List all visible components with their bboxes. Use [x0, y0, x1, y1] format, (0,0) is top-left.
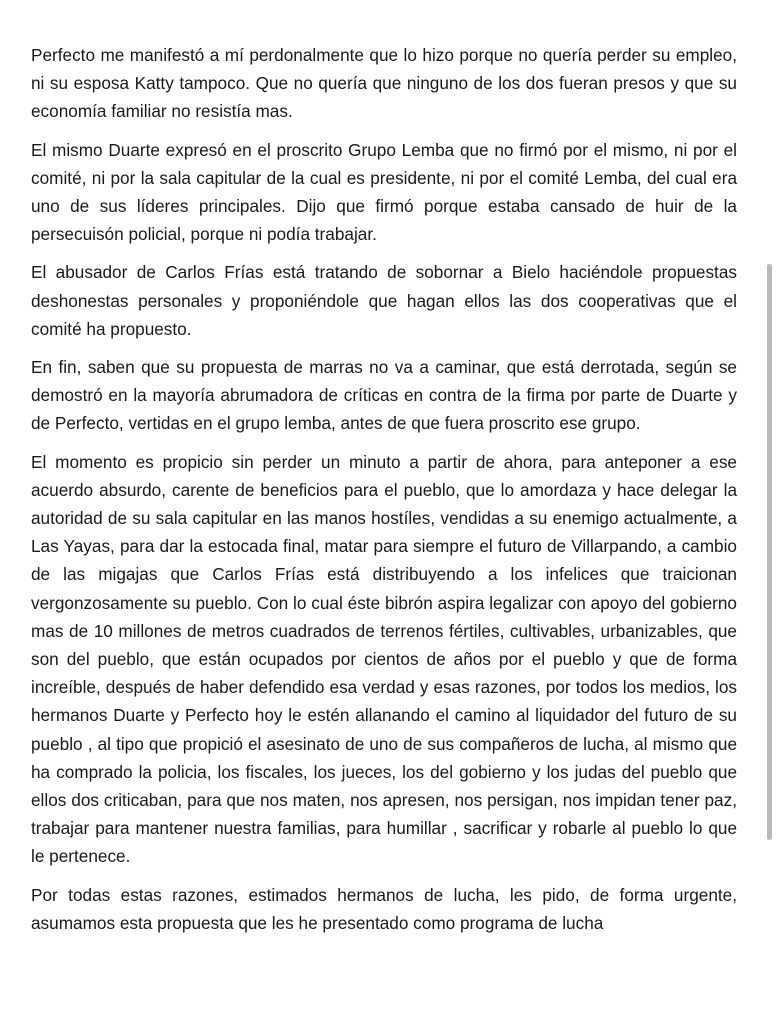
paragraph-5: El momento es propicio sin perder un minuto a partir de ahora, para anteponer a ese acuerdo absurdo, carente de beneficios para el pueblo, que lo amordaza y hace delegar la autoridad de su sala capitular en las manos hostíles, vendidas a su enemigo actualmente, a Las Yayas, para dar la estocada final, matar para siempre el futuro de Villarpando, a cambio de las migajas que Carlos Frías está distribuyendo a los infelices que traicionan vergonzosamente su pueblo. Con lo cual éste bibrón aspira legalizar con apoyo del gobierno mas de 10 millones de metros cuadrados de terrenos fértiles, cultivables, urbanizables, que son del pueblo, que están ocupados por cientos de años por el pueblo y que de forma increíble, después de haber defendido esa verdad y esas razones, por todos los medios, los hermanos Duarte y Perfecto hoy le estén allanando el camino al liquidador del futuro de su pueblo , al tipo que propició el asesinato de uno de sus compañeros de lucha, al mismo que ha comprado la policia, los fiscales, los jueces, los del gobierno y los judas del pueblo que ellos dos criticaban, para que nos maten, nos apresen, nos persigan, nos impidan tener paz, trabajar para mantener nuestra familias, para humillar , sacrificar y robarle al pueblo lo que le pertenece.: [31, 451, 737, 867]
paragraph-4: En fin, saben que su propuesta de marras no va a caminar, que está derrotada, según se demostró en la mayoría abrumadora de críticas en contra de la firma por parte de Duarte y de Perfecto, vertidas en el grupo lemba, antes de que fuera proscrito ese grupo.: [31, 357, 737, 434]
paragraph-6: Por todas estas razones, estimados hermanos de lucha, les pido, de forma urgente, asumamos esta propuesta que les he presentado como programa de lucha: [31, 884, 737, 933]
paragraph-1: Perfecto me manifestó a mí perdonalmente que lo hizo porque no quería perder su empleo, ni su esposa Katty tampoco. Que no quería que ninguno de los dos fueran presos y que su economía familiar no resistía mas.: [31, 45, 737, 122]
paragraph-2: El mismo Duarte expresó en el proscrito Grupo Lemba que no firmó por el mismo, ni por el comité, ni por la sala capitular de la cual es presidente, ni por el comité Lemba, del cual era uno de sus líderes principales. Dijo que firmó porque estaba cansado de huir de la persecuisón policial, porque ni podía trabajar.: [31, 139, 737, 245]
paragraph-3: El abusador de Carlos Frías está tratando de sobornar a Bielo haciéndole propuestas deshonestas personales y proponiéndole que hagan ellos las dos cooperativas que el comité ha propuesto.: [31, 262, 737, 339]
scrollbar-thumb[interactable]: [767, 264, 772, 840]
document-body: [31, 41, 737, 947]
vertical-scrollbar[interactable]: [764, 0, 774, 1024]
